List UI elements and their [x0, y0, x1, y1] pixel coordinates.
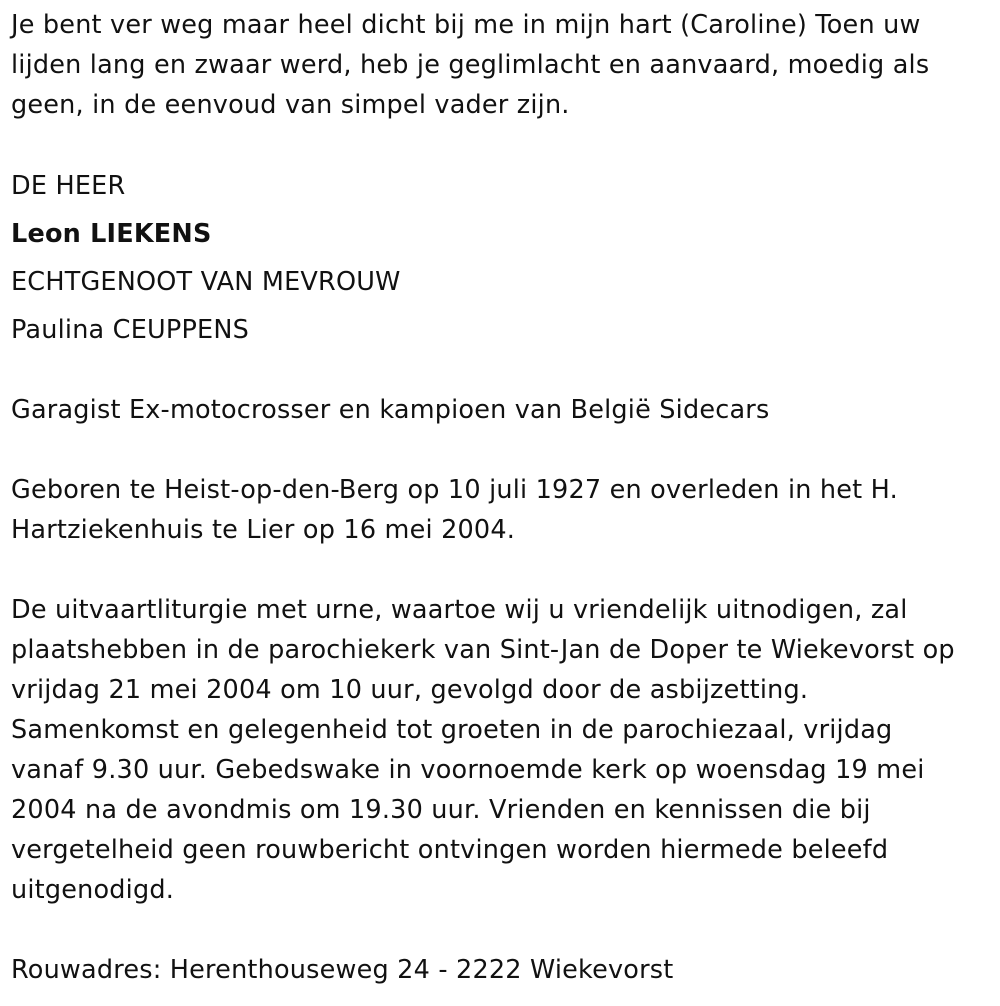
birth-death-line: Hartziekenhuis te Lier op 16 mei 2004. [11, 515, 516, 545]
honorific: DE HEER [11, 171, 126, 201]
intro-line: geen, in de eenvoud van simpel vader zijn. [11, 90, 570, 120]
ceremony-line: vrijdag 21 mei 2004 om 10 uur, gevolgd door de asbijzetting. [11, 675, 809, 705]
ceremony-line: Samenkomst en gelegenheid tot groeten in de parochiezaal, vrijdag [11, 715, 893, 745]
deceased-name: Leon LIEKENS [11, 219, 212, 249]
intro-line: lijden lang en zwaar werd, heb je geglimlacht en aanvaard, moedig als [11, 50, 930, 80]
intro-paragraph [11, 5, 929, 125]
ceremony-line: 2004 na de avondmis om 19.30 uur. Vrienden en kennissen die bij [11, 795, 871, 825]
intro-line: Je bent ver weg maar heel dicht bij me in mijn hart (Caroline) Toen uw [11, 10, 921, 40]
ceremony-line: De uitvaartliturgie met urne, waartoe wij u vriendelijk uitnodigen, zal [11, 595, 908, 625]
ceremony-line: uitgenodigd. [11, 875, 175, 905]
funeral-address: Rouwadres: Herenthouseweg 24 - 2222 Wiekevorst [11, 955, 674, 985]
birth-death-paragraph [11, 470, 898, 550]
birth-death-line: Geboren te Heist-op-den-Berg op 10 juli 1927 en overleden in het H. [11, 475, 898, 505]
ceremony-line: vanaf 9.30 uur. Gebedswake in voornoemde kerk op woensdag 19 mei [11, 755, 925, 785]
ceremony-line: plaatshebben in de parochiekerk van Sint-Jan de Doper te Wiekevorst op [11, 635, 955, 665]
ceremony-paragraph [11, 590, 955, 910]
spouse-name: Paulina CEUPPENS [11, 315, 249, 345]
occupation: Garagist Ex-motocrosser en kampioen van België Sidecars [11, 395, 770, 425]
spouse-label: ECHTGENOOT VAN MEVROUW [11, 267, 401, 297]
ceremony-line: vergetelheid geen rouwbericht ontvingen worden hiermede beleefd [11, 835, 889, 865]
